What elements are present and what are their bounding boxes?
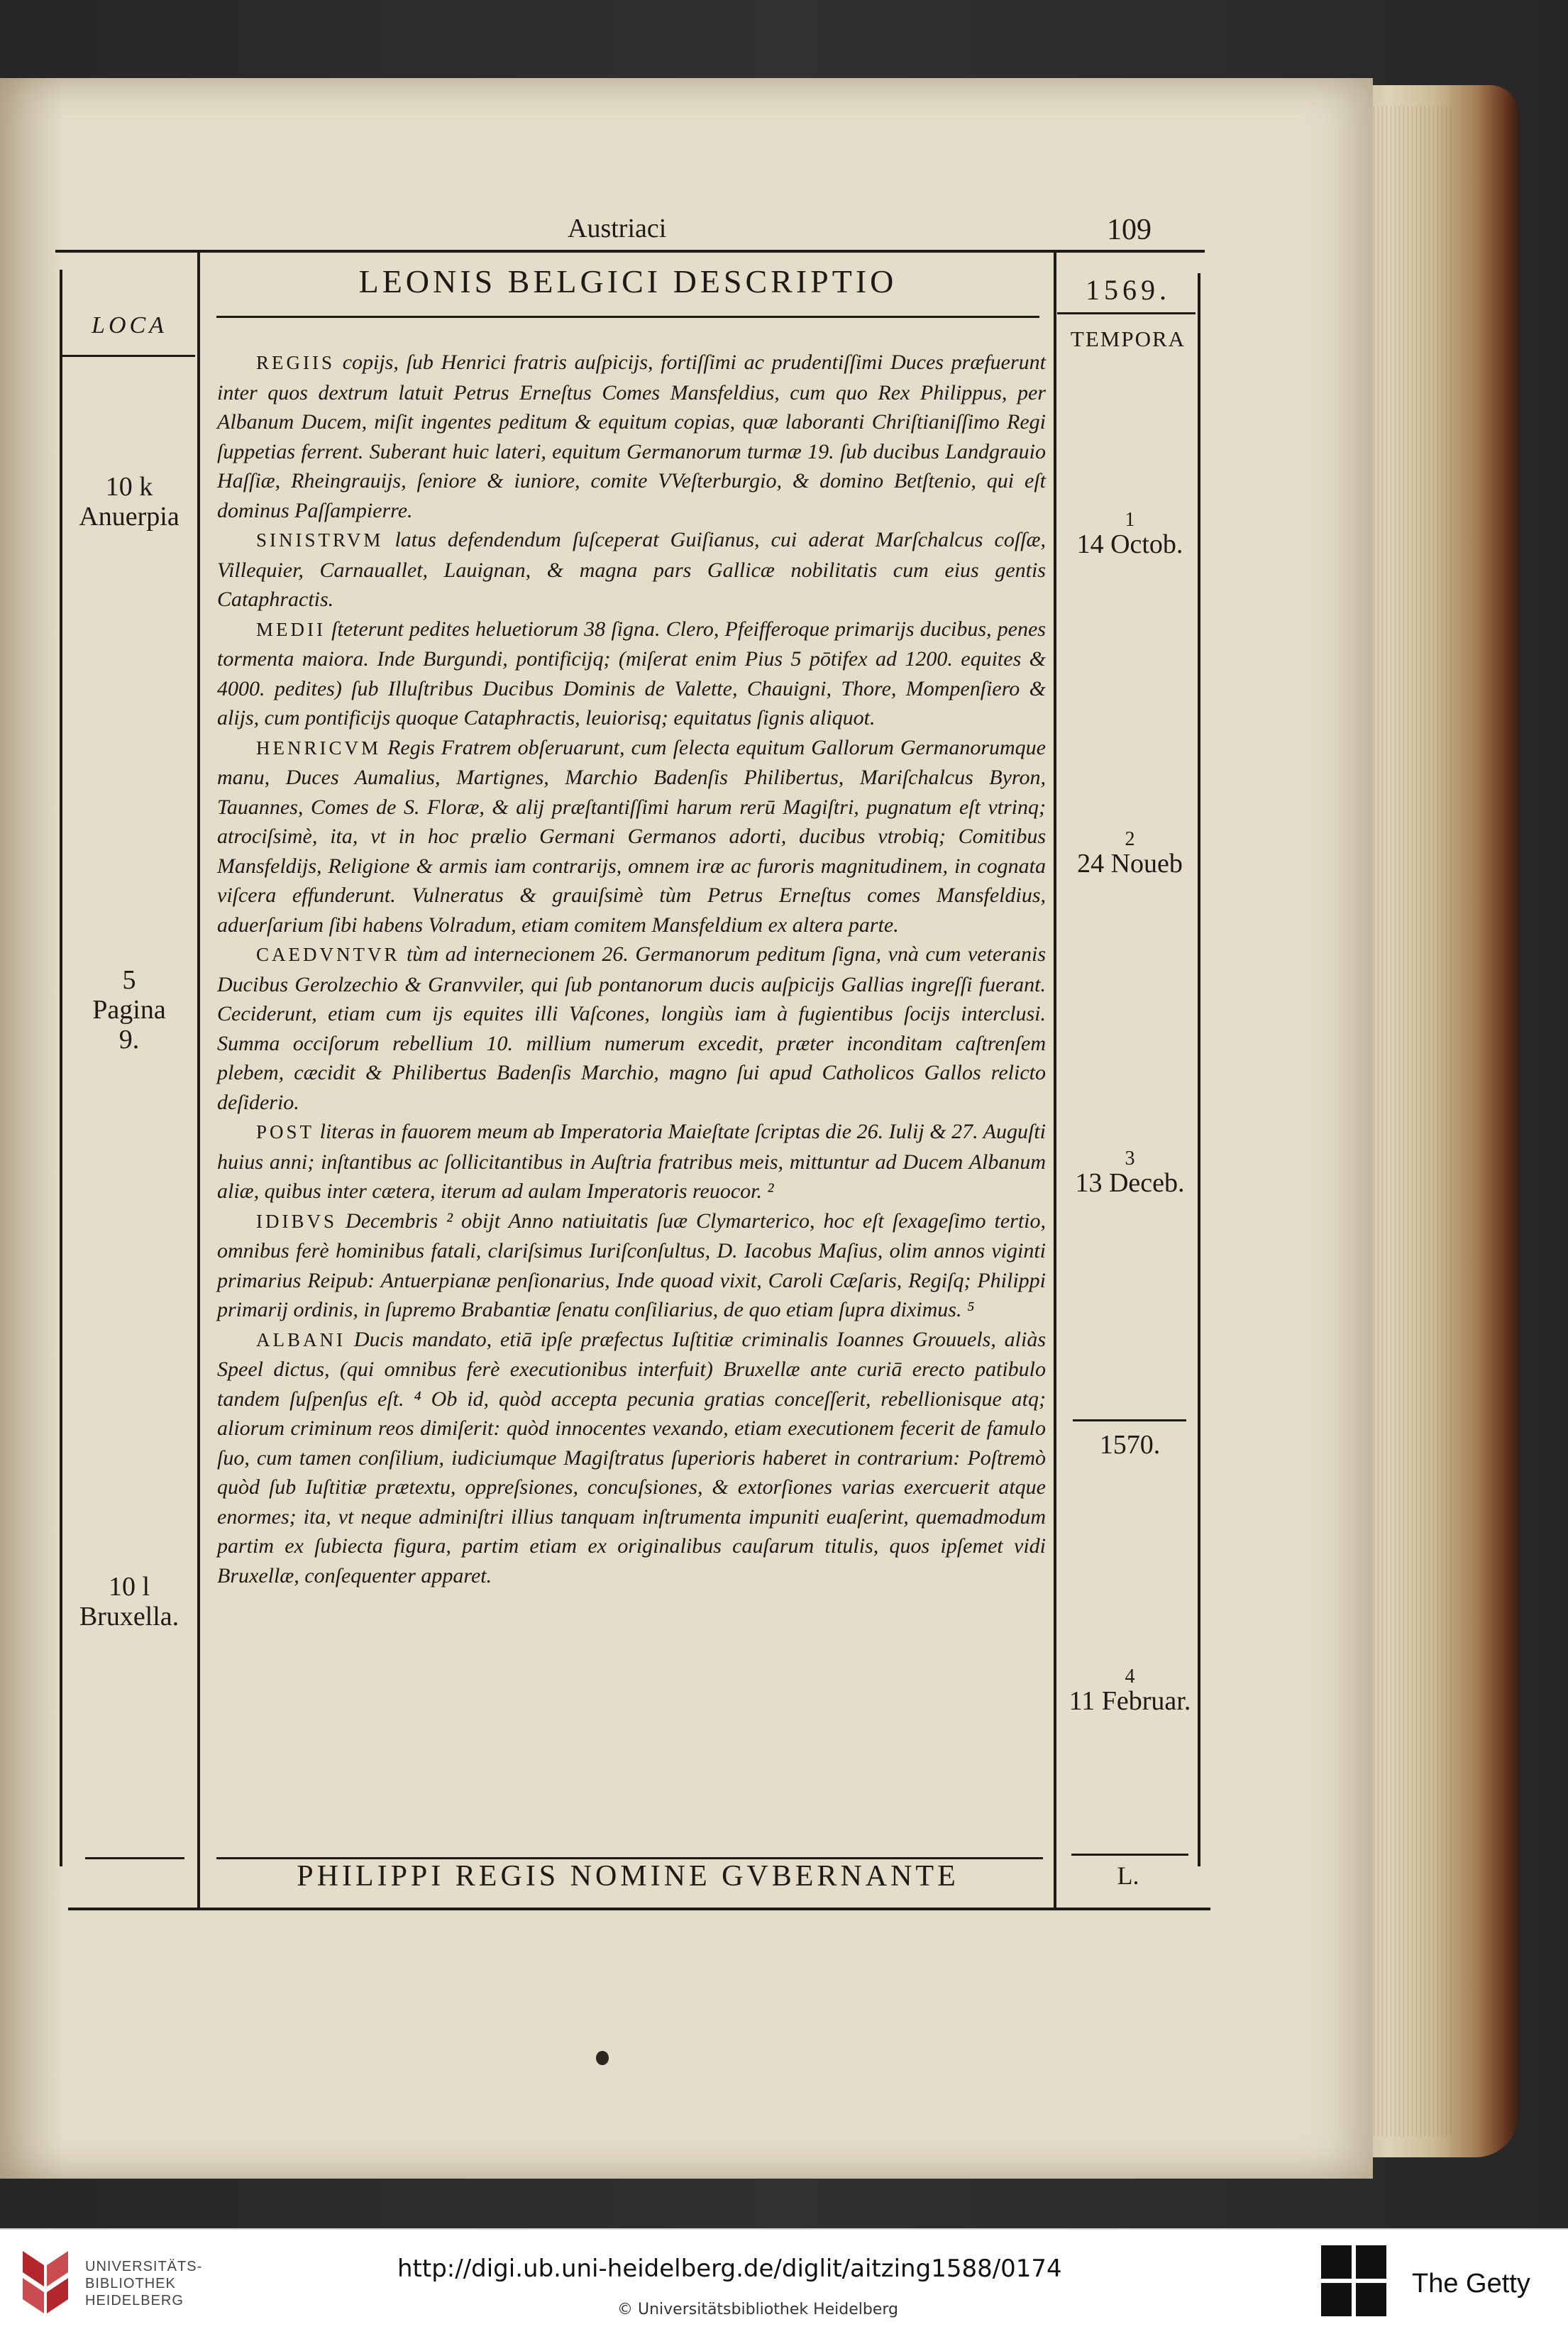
- getty-logo-block: [1356, 2245, 1386, 2279]
- margin-note-left: [65, 1572, 193, 1631]
- paragraph: [217, 1117, 1046, 1206]
- catchline: PHILIPPI REGIS NOMINE GVBERNANTE: [297, 1860, 959, 1893]
- getty-logo-block: [1321, 2283, 1352, 2316]
- paragraph-lead: MEDII: [256, 618, 326, 640]
- viewer-footer: [0, 2228, 1568, 2339]
- paragraph-text: Ducis mandato, etiā ipſe præfectus Iuſtitiæ criminalis Ioannes Grouuels, aliàs Speel dictus, (qui omnibus ferè executionibus interfuit) Bruxellæ ante curiā erecto patibulo tandem ſuſpenſus eſt. ⁴ Ob id, quòd accepta pecunia gratias conceſſerit, rebellionisque atq; aliorum criminum reos dimiſerit: quòd innocentes vexando, etiam executionem fecerit de famulo ſuo, cum tamen conſilium, iudiciumque Magiſtratus ſuperioris haberet in contrarium: Poſtremò quòd ſub Iuſtitiæ prætextu, oppreſsiones, concuſsiones, & extorſiones varias exercuerit atque enormes; ita, vt neque adminiſtri illius tanquam inſtrumenta impuniti euaſerint, quemadmodum partim ex ſubiecta figura, partim etiam ex originalibus cauſarum titulis, quos ipſemet vidi Bruxellæ, conſequenter apparet.: [217, 1327, 1046, 1587]
- paragraph-text: copijs, ſub Henrici fratris auſpicijs, fortiſſimi ac prudentiſſimi Duces præfuerunt inter quos dextrum latuit Petrus Erneſtus Comes Mansfeldius, cum quo Rex Philippus, per Albanum Ducem, miſit ingentes peditum & equitum copias, quæ laboranti Chriſtianiſſimo Regi ſuppetias ferrent. Suberant huic lateri, equitum Germanorum turmæ 19. ſub ducibus Landgrauio Haſſiæ, Rheingrauijs, ſeniore & iuniore, comite VVeſterburgio, & domino Betſtenio, qui eſt dominus Paſſampierre.: [217, 351, 1046, 522]
- paragraph-text: ſteterunt pedites heluetiorum 38 ſigna. Clero, Pfeifferoque primarijs ducibus, penes tormenta maiora. Inde Burgundi, pontificijq; (miſerat enim Pius 5 pōtifex ad 1200. equites & 4000. pedites) ſub Illuſtribus Ducibus Dominis de Valette, Chauigni, Thore, Mompenſiero & alijs, cum pontificijs quoque Cataphractis, leuiorisq; equitatus ſignis aliquot.: [217, 617, 1046, 730]
- paragraph-text: Regis Fratrem obſeruarunt, cum ſelecta equitum Gallorum Germanorumque manu, Duces Aumalius, Martignes, Marchio Badenſis Philibertus, Mariſchalcus Byron, Tauannes, Comes de S. Floræ, & alij præſtantiſſimi harum rerū Magiſtri, pugnatum eſt vtrinq; atrociſsimè, ita, vt in hoc prælio Germani Germanos adorti, ducibus vtrobiq; Comitibus Mansfeldijs, Religione & armis iam contrarijs, omnem iræ ac furoris magnitudinem, in cognata viſcera effunderunt. Vulneratus & grauiſsimè tùm Petrus Erneſtus comes Mansfeldius, aduerſarium ſibi habens Volradum, etiam comitem Mansfeldium ex altera parte.: [217, 735, 1046, 937]
- institution-name: [85, 2258, 202, 2309]
- paragraph-lead: IDIBVS: [256, 1210, 338, 1232]
- paragraph-lead: CAEDVNTVR: [256, 944, 400, 965]
- margin-note-left: [65, 965, 193, 1055]
- signature-mark: L.: [1117, 1861, 1139, 1890]
- institution-line: HEIDELBERG: [85, 2293, 184, 2308]
- loca-underline: [60, 355, 195, 357]
- margin-note-right: [1061, 1430, 1199, 1460]
- paragraph-lead: REGIIS: [256, 352, 335, 373]
- margin-note-right: [1061, 830, 1199, 879]
- loca-heading: LOCA: [92, 312, 167, 339]
- margin-note-right: [1061, 1668, 1199, 1716]
- paragraph: [217, 1206, 1046, 1325]
- left-column-end-rule: [85, 1857, 184, 1859]
- frame-rule-top: [55, 250, 1205, 253]
- year-divider-rule: [1073, 1419, 1186, 1421]
- year-heading: 1569.: [1086, 274, 1171, 306]
- getty-logo-icon[interactable]: [1321, 2245, 1386, 2316]
- margin-note-line: 9.: [118, 1025, 140, 1055]
- margin-note-line: 10 k: [105, 472, 153, 502]
- frame-rule-left-inner: [197, 250, 200, 1910]
- note-number: 4: [1125, 1666, 1135, 1688]
- paragraph: [217, 615, 1046, 733]
- running-head: Austriaci: [568, 214, 667, 243]
- note-date: 11 Februar.: [1069, 1686, 1191, 1716]
- university-library-logo-icon[interactable]: [16, 2244, 72, 2319]
- tempora-underline: [1057, 312, 1196, 314]
- note-number: 3: [1125, 1148, 1135, 1170]
- copyright-notice: © Universitätsbibliothek Heidelberg: [617, 2301, 899, 2318]
- margin-note-right: [1061, 511, 1199, 559]
- frame-rule-left-outer: [60, 270, 62, 1866]
- paragraph-text: literas in fauorem meum ab Imperatoria Maieſtate ſcriptas die 26. Iulij & 27. Auguſti huius anni; inſtantibus ac ſollicitantibus in Auſtria fratribus meis, mittuntur ad Ducem Albanum aliæ, quibus inter cætera, iterum ad aulam Imperatoris reuocor. ²: [217, 1120, 1046, 1203]
- getty-logo-block: [1321, 2245, 1352, 2279]
- frame-rule-right-inner: [1054, 250, 1056, 1910]
- note-date: 14 Octob.: [1076, 529, 1183, 559]
- paragraph-text: latus defendendum ſuſceperat Guiſianus, cui aderat Marſchalcus coſſæ, Villequier, Carnauallet, Lauignan, & magna pars Gallicæ nobilitatis cum eius gentis Cataphractis.: [217, 528, 1046, 611]
- paragraph: [217, 525, 1046, 615]
- paragraph: [217, 348, 1046, 525]
- note-date: 13 Deceb.: [1075, 1168, 1185, 1198]
- title-underline: [216, 316, 1039, 318]
- paragraph-lead: SINISTRVM: [256, 529, 384, 551]
- note-number: 2: [1125, 828, 1135, 850]
- getty-logo-block: [1356, 2283, 1386, 2316]
- page-number: 109: [1107, 214, 1152, 246]
- margin-note-line: Pagina: [92, 995, 166, 1025]
- margin-note-line: Anuerpia: [79, 502, 180, 532]
- note-number: 1: [1125, 509, 1135, 531]
- margin-note-right: [1061, 1150, 1199, 1198]
- margin-note-line: Bruxella.: [79, 1602, 180, 1631]
- tempora-heading: TEMPORA: [1070, 326, 1186, 351]
- paragraph: [217, 1325, 1046, 1591]
- margin-note-line: 5: [122, 965, 136, 995]
- permalink-url[interactable]: http://digi.ub.uni-heidelberg.de/diglit/aitzing1588/0174: [397, 2255, 1062, 2283]
- paragraph-lead: HENRICVM: [256, 737, 382, 759]
- paragraph: [217, 733, 1046, 940]
- paragraph-text: Decembris ² obijt Anno natiuitatis ſuæ Clymarterico, hoc eſt ſexageſimo tertio, omnibus ferè hominibus fatali, clariſsimus Iuriſconſultus, D. Iacobus Maſius, olim annos viginti primarius Reipub: Antuerpianæ penſionarius, Inde quoad vixit, Caroli Cæſaris, Regiſq; Philippi primarij ordinis, in ſupremo Brabantiæ ſenatu conſiliarius, de quo etiam ſupra diximus. ⁵: [217, 1209, 1046, 1321]
- page-title: LEONIS BELGICI DESCRIPTIO: [358, 263, 898, 299]
- paragraph-text: tùm ad internecionem 26. Germanorum peditum ſigna, vnà cum veteranis Ducibus Gerolzechio & Granvviler, qui ſub pontanorum ducis auſpicijs Gallias ingreſſi fuerant. Ceciderunt, etiam cum ijs equites illi Vaſcones, longiùs iam à fugientibus ſocijs interclusi. Summa occiſorum rebellium 10. millium numerum excedit, præter inconditam caſtrenſem plebem, cæcidit & Philibertus Badenſis Marchio, magno ſui apud Catholicos Gallos relicto deſiderio.: [217, 942, 1046, 1114]
- frame-rule-bottom: [68, 1908, 1210, 1910]
- right-column-end-rule: [1071, 1854, 1188, 1856]
- note-date: 1570.: [1099, 1430, 1161, 1460]
- gutter-shadow: [0, 78, 64, 2179]
- note-date: 24 Noueb: [1077, 849, 1183, 879]
- paragraph-lead: POST: [256, 1121, 315, 1143]
- margin-note-line: 10 l: [108, 1572, 150, 1602]
- margin-note-left: [65, 472, 193, 532]
- institution-line: UNIVERSITÄTS-: [85, 2259, 203, 2274]
- paragraph-lead: ALBANI: [256, 1328, 346, 1350]
- main-text: [217, 348, 1046, 1590]
- paragraph: [217, 940, 1046, 1117]
- institution-line: BIBLIOTHEK: [85, 2276, 176, 2291]
- getty-label[interactable]: The Getty: [1412, 2269, 1530, 2299]
- punch-hole: [596, 2051, 609, 2065]
